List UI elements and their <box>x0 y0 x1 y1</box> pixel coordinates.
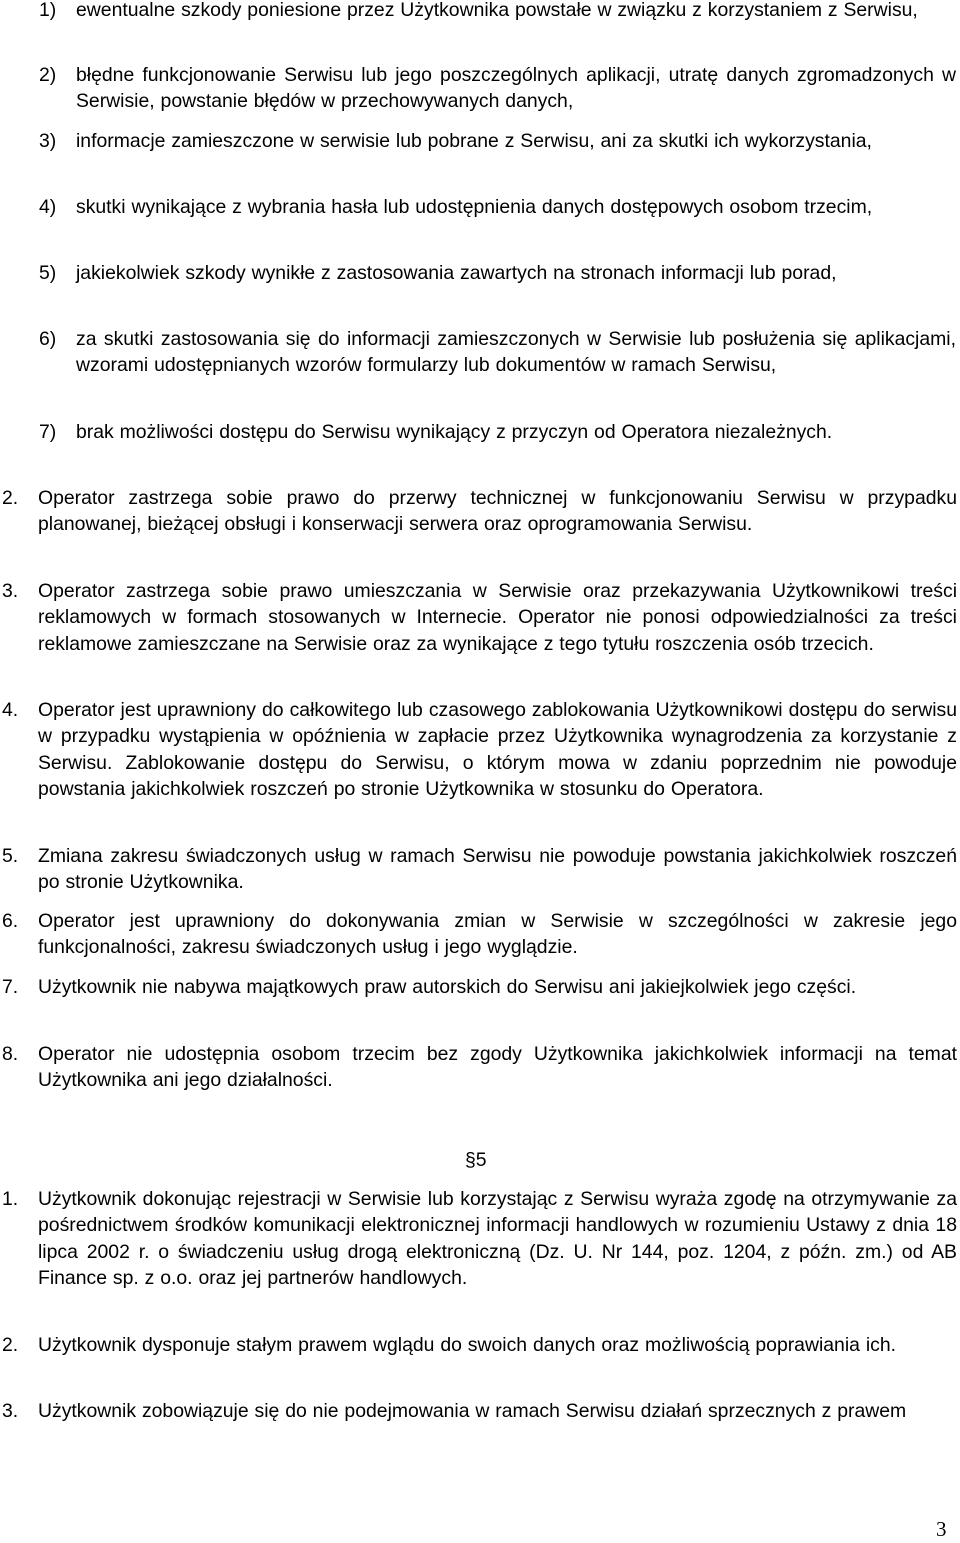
paragraph-number: 1. <box>2 1188 19 1210</box>
numbered-paragraph <box>0 1332 957 1358</box>
paragraph-text: Operator jest uprawniony do dokonywania zmian w Serwisie w szczególności w zakresie jego funkcjonalności, zakresu świadczonych usług i jego wyglądzie. <box>38 910 957 959</box>
list-item-number: 2) <box>39 64 57 86</box>
paragraph-text: Użytkownik dokonując rejestracji w Serwisie lub korzystając z Serwisu wyraża zgodę na otrzymywanie za pośrednictwem środków komunikacji elektronicznej informacji handlowych w rozumieniu Ustawy z dnia 18 lipca 2002 r. o świadczeniu usług drogą elektroniczną (Dz. U. Nr 144, poz. 1204, z późn. zm.) od AB Finance sp. z o.o. oraz jej partnerów handlowych. <box>38 1188 957 1290</box>
numbered-paragraph <box>0 697 957 803</box>
list-item-text: brak możliwości dostępu do Serwisu wynikający z przyczyn od Operatora niezależnych. <box>76 421 833 443</box>
numbered-paragraph <box>0 578 957 657</box>
paragraph-number: 2. <box>2 1334 19 1356</box>
list-item-text: za skutki zastosowania się do informacji zamieszczonych w Serwisie lub posłużenia się aplikacjami, wzorami udostępnianych wzorów formularzy lub dokumentów w ramach Serwisu, <box>76 328 956 377</box>
list-item <box>39 419 956 445</box>
numbered-paragraph <box>0 1186 957 1292</box>
paragraph-number: 8. <box>2 1043 19 1065</box>
list-item-number: 3) <box>39 130 57 152</box>
list-item-number: 1) <box>39 0 57 21</box>
list-item-text: ewentualne szkody poniesione przez Użytkownika powstałe w związku z korzystaniem z Serwisu, <box>76 0 918 21</box>
paragraph-number: 3. <box>2 1400 19 1422</box>
numbered-paragraph <box>0 843 957 896</box>
list-item-text: informacje zamieszczone w serwisie lub pobrane z Serwisu, ani za skutki ich wykorzystania, <box>76 130 872 152</box>
list-item-text: błędne funkcjonowanie Serwisu lub jego poszczególnych aplikacji, utratę danych zgromadzonych w Serwisie, powstanie błędów w przechowywanych danych, <box>76 64 956 113</box>
paragraph-text: Operator jest uprawniony do całkowitego lub czasowego zablokowania Użytkownikowi dostępu do serwisu w przypadku wystąpienia w opóźnienia w zapłacie przez Użytkownika wynagrodzenia za korzystanie z Serwisu. Zablokowanie dostępu do Serwisu, o którym mowa w zdaniu poprzednim nie powoduje powstania jakichkolwiek roszczeń po stronie Użytkownika w stosunku do Operatora. <box>38 699 957 801</box>
list-item <box>39 194 956 220</box>
paragraph-number: 2. <box>2 487 19 509</box>
paragraph-number: 7. <box>2 976 19 998</box>
numbered-paragraph <box>0 1041 957 1094</box>
paragraph-number: 4. <box>2 699 19 721</box>
list-item <box>39 62 956 115</box>
list-item <box>39 326 956 379</box>
numbered-paragraph <box>0 485 957 538</box>
list-item-number: 7) <box>39 421 57 443</box>
paragraph-number: 6. <box>2 910 19 932</box>
paragraph-text: Operator nie udostępnia osobom trzecim bez zgody Użytkownika jakichkolwiek informacji na temat Użytkownika ani jego działalności. <box>38 1043 957 1092</box>
list-item <box>39 128 956 154</box>
list-item-text: skutki wynikające z wybrania hasła lub udostępnienia danych dostępowych osobom trzecim, <box>76 196 873 218</box>
numbered-paragraph <box>0 908 957 961</box>
paragraph-number: 3. <box>2 580 19 602</box>
paragraph-text: Użytkownik nie nabywa majątkowych praw autorskich do Serwisu ani jakiejkolwiek jego części. <box>38 976 857 998</box>
section-heading: §5 <box>465 1149 487 1171</box>
numbered-paragraph <box>0 1398 957 1424</box>
list-item-text: jakiekolwiek szkody wynikłe z zastosowania zawartych na stronach informacji lub porad, <box>76 262 837 284</box>
numbered-paragraph <box>0 974 957 1000</box>
list-item-number: 5) <box>39 262 57 284</box>
list-item-number: 6) <box>39 328 57 350</box>
paragraph-number: 5. <box>2 845 19 867</box>
paragraph-text: Operator zastrzega sobie prawo do przerwy technicznej w funkcjonowaniu Serwisu w przypadku planowanej, bieżącej obsługi i konserwacji serwera oraz oprogramowania Serwisu. <box>38 487 957 536</box>
paragraph-text: Użytkownik zobowiązuje się do nie podejmowania w ramach Serwisu działań sprzecznych z prawem <box>38 1400 907 1422</box>
paragraph-text: Zmiana zakresu świadczonych usług w ramach Serwisu nie powoduje powstania jakichkolwiek roszczeń po stronie Użytkownika. <box>38 845 957 894</box>
list-item-number: 4) <box>39 196 57 218</box>
page-number: 3 <box>936 1517 947 1541</box>
list-item <box>39 0 956 23</box>
list-item <box>39 260 956 286</box>
paragraph-text: Użytkownik dysponuje stałym prawem wglądu do swoich danych oraz możliwością poprawiania ich. <box>38 1334 896 1356</box>
paragraph-text: Operator zastrzega sobie prawo umieszczania w Serwisie oraz przekazywania Użytkownikowi treści reklamowych w formach stosowanych w Internecie. Operator nie ponosi odpowiedzialności za treści reklamowe zamieszczane na Serwisie oraz za wynikające z tego tytułu roszczenia osób trzecich. <box>38 580 957 655</box>
